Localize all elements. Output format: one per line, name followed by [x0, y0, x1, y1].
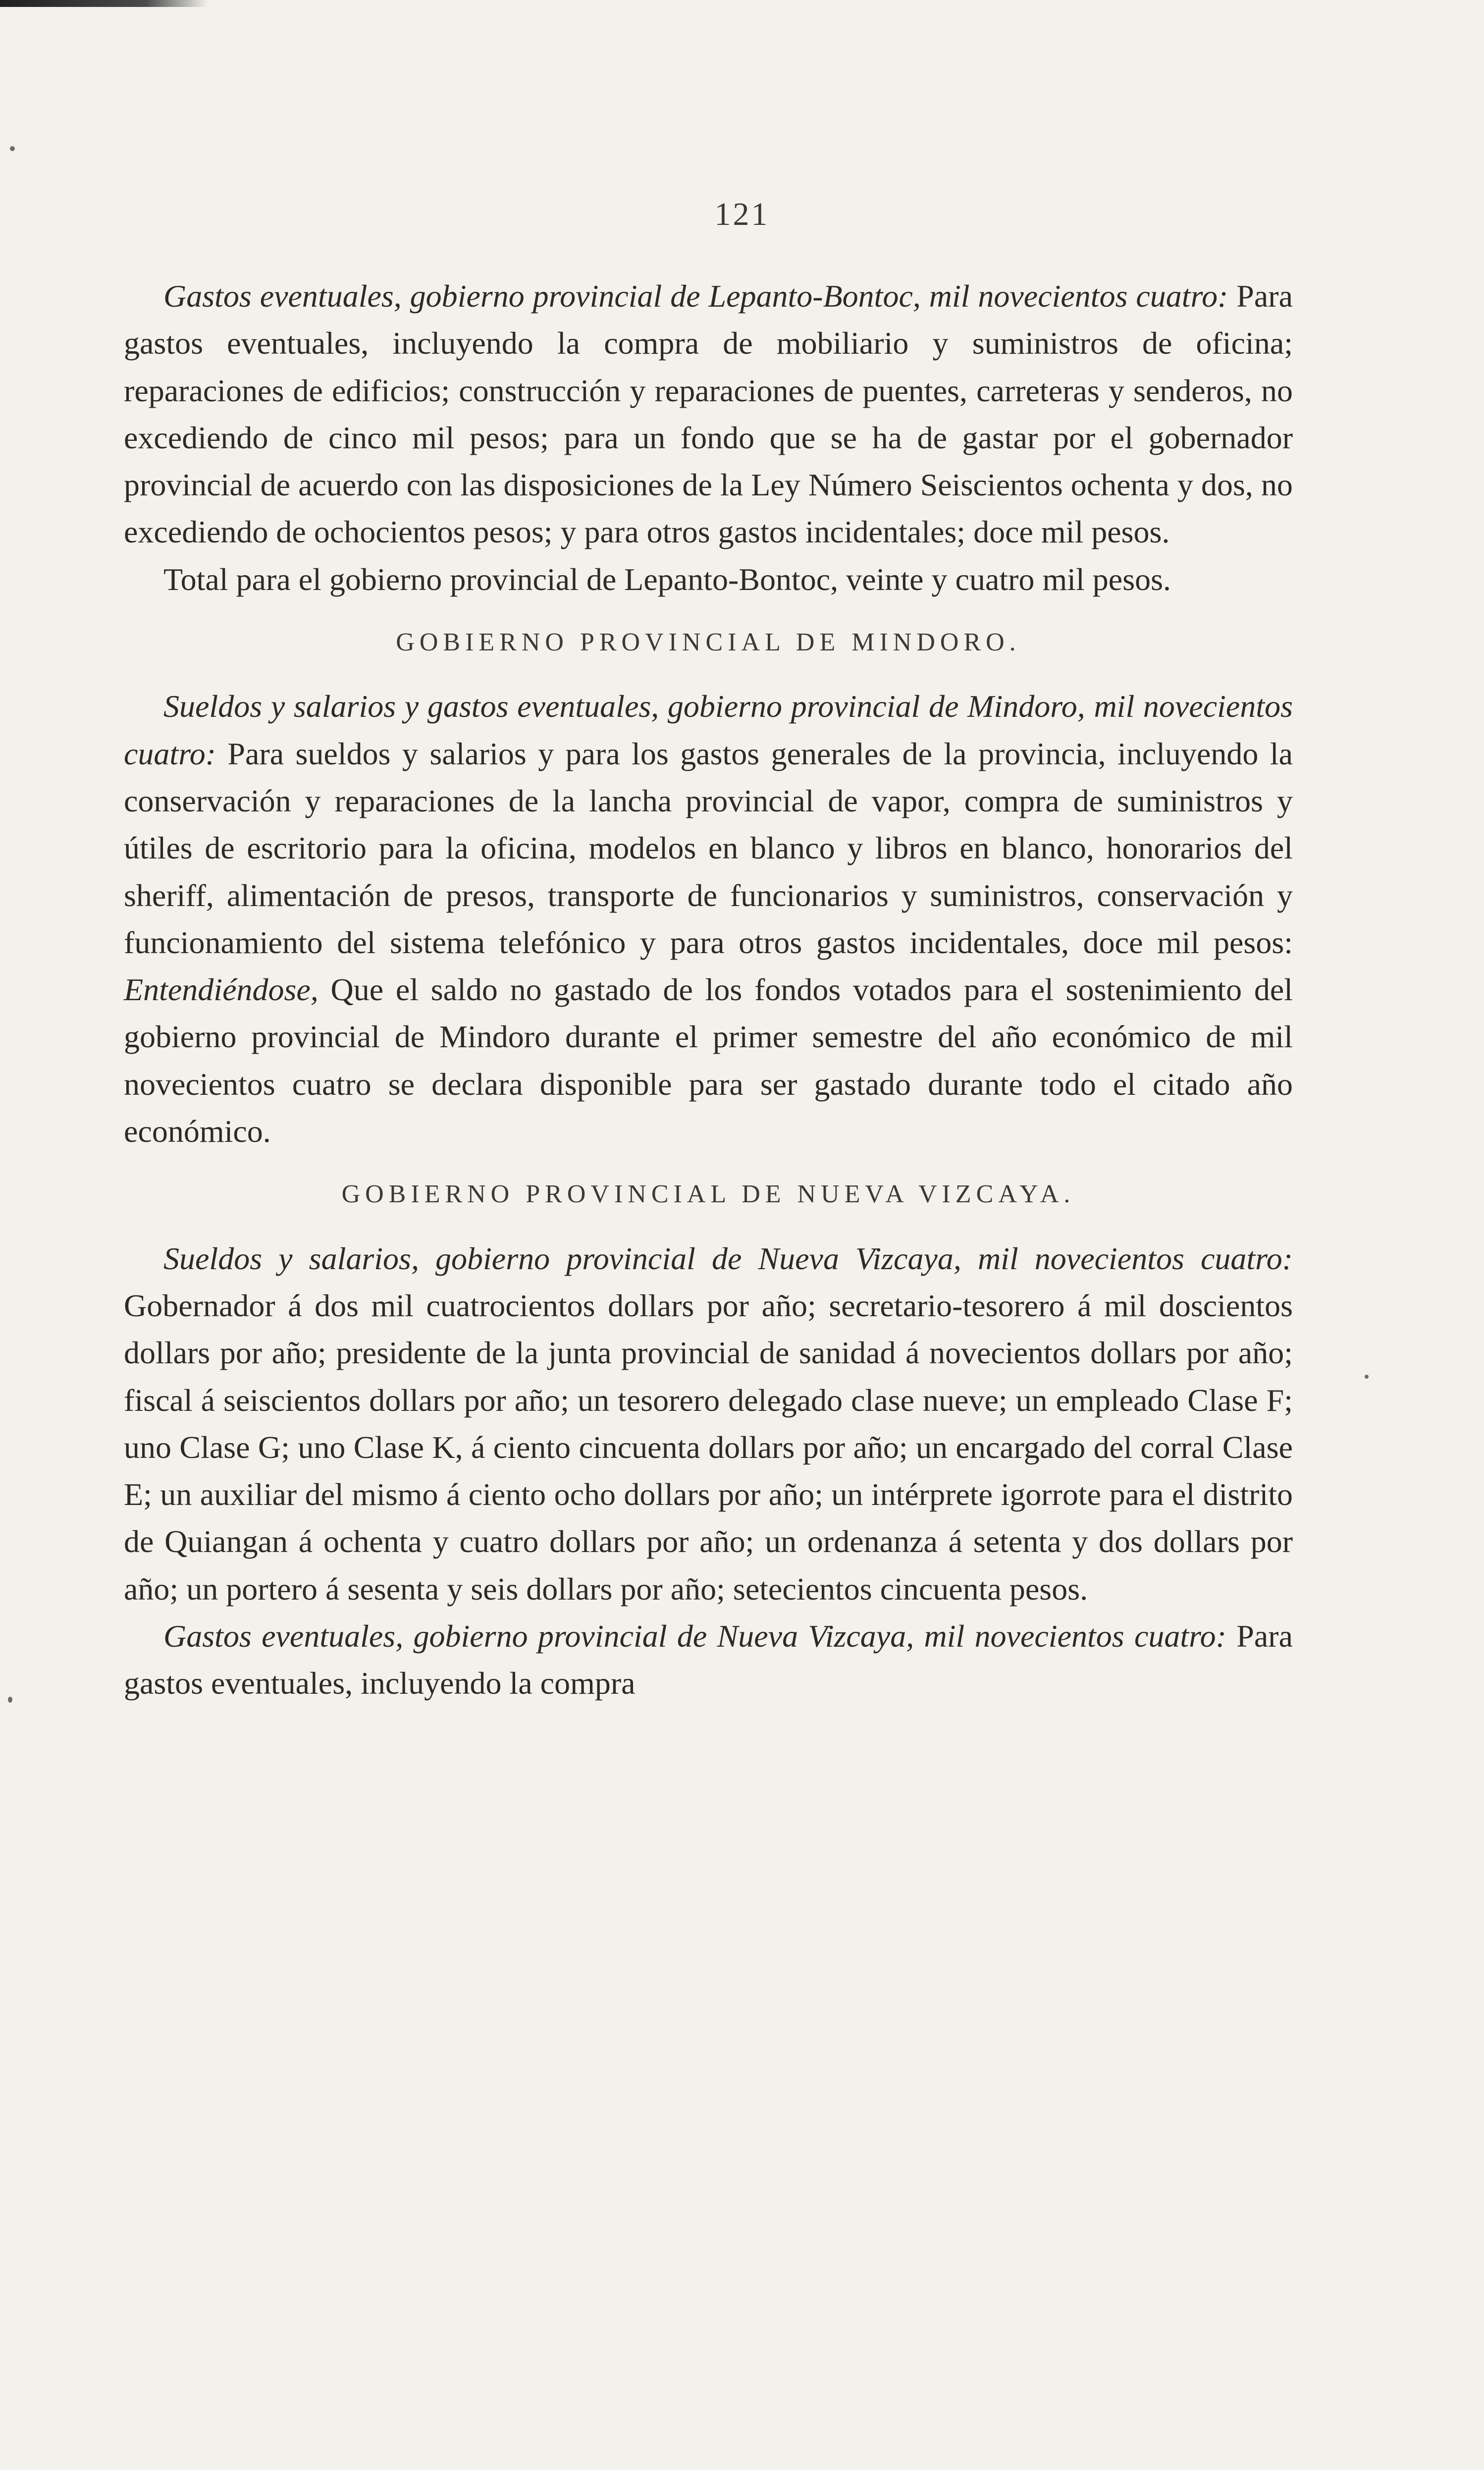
scan-speck: [1365, 1375, 1369, 1379]
lead-lepanto-bontoc-gastos: Gastos eventuales, gobierno provincial de Lepanto-Bontoc, mil novecientos cuatro:: [163, 278, 1228, 314]
text-lepanto-bontoc-gastos: Para gastos eventuales, incluyendo la compra de mobiliario y suministros de oficina; reparaciones de edificios; construcción y reparaciones de puentes, carreteras y senderos, no excediendo de cinco mil pesos; para un fondo que se ha de gastar por el gobernador provincial de acuerdo con las disposiciones de la Ley Número Seiscientos ochenta y dos, no excediendo de ochocientos pesos; y para otros gastos incidentales; doce mil pesos.: [124, 278, 1293, 550]
heading-mindoro: GOBIERNO PROVINCIAL DE MINDORO.: [396, 628, 1021, 657]
lead-nueva-vizcaya-sueldos: Sueldos y salarios, gobierno provincial de Nueva Vizcaya, mil novecientos cuatro:: [163, 1240, 1293, 1276]
paragraph-mindoro-sueldos: [124, 683, 1293, 1155]
text-nueva-vizcaya-gastos: Para gastos eventuales, incluyendo la compra: [124, 1618, 1293, 1701]
paragraph-lepanto-bontoc-gastos: [124, 272, 1293, 556]
scan-speck: [10, 146, 15, 151]
text-nueva-vizcaya-sueldos: Gobernador á dos mil cuatrocientos dollars por año; secretario-tesorero á mil doscientos dollars por año; presidente de la junta provincial de sanidad á novecientos dollars por año; fiscal á seiscientos dollars por año; un tesorero delegado clase nueve; un empleado Clase F; uno Clase G; uno Clase K, á ciento cincuenta dollars por año; un encargado del corral Clase E; un auxiliar del mismo á ciento ocho dollars por año; un intérprete igorrote para el distrito de Quiangan á ochenta y cuatro dollars por año; un ordenanza á setenta y dos dollars por año; un portero á sesenta y seis dollars por año; setecientos cincuenta pesos.: [124, 1288, 1293, 1607]
text-mindoro-sueldos: Para sueldos y salarios y para los gastos generales de la provincia, incluyendo la conservación y reparaciones de la lancha provincial de vapor, compra de suministros y útiles de escritorio para la oficina, modelos en blanco y libros en blanco, honorarios del sheriff, alimentación de presos, transporte de funcionarios y suministros, conservación y funcionamiento del sistema telefónico y para otros gastos incidentales, doce mil pesos:: [124, 736, 1293, 960]
lead-mindoro-entendiendose: Entendiéndose,: [124, 972, 318, 1008]
document-body: [124, 272, 1293, 1707]
paragraph-lepanto-bontoc-total: Total para el gobierno provincial de Lepanto-Bontoc, veinte y cuatro mil pesos.: [163, 561, 1171, 597]
paragraph-nueva-vizcaya-gastos: [124, 1612, 1293, 1707]
lead-nueva-vizcaya-gastos: Gastos eventuales, gobierno provincial de Nueva Vizcaya, mil novecientos cuatro:: [163, 1618, 1226, 1654]
scan-edge: [0, 0, 208, 7]
scan-speck: [8, 1697, 12, 1703]
paragraph-nueva-vizcaya-sueldos: [124, 1235, 1293, 1612]
heading-nueva-vizcaya: GOBIERNO PROVINCIAL DE NUEVA VIZCAYA.: [341, 1180, 1075, 1209]
lead-mindoro-sueldos: Sueldos y salarios y gastos eventuales, gobierno provincial de Mindoro, mil novecientos cuatro:: [124, 689, 1293, 771]
text-mindoro-entendiendose: Que el saldo no gastado de los fondos votados para el sostenimiento del gobierno provincial de Mindoro durante el primer semestre del año económico de mil novecientos cuatro se declara disponible para ser gastado durante todo el citado año económico.: [124, 972, 1293, 1149]
page-number: 121: [714, 196, 770, 232]
